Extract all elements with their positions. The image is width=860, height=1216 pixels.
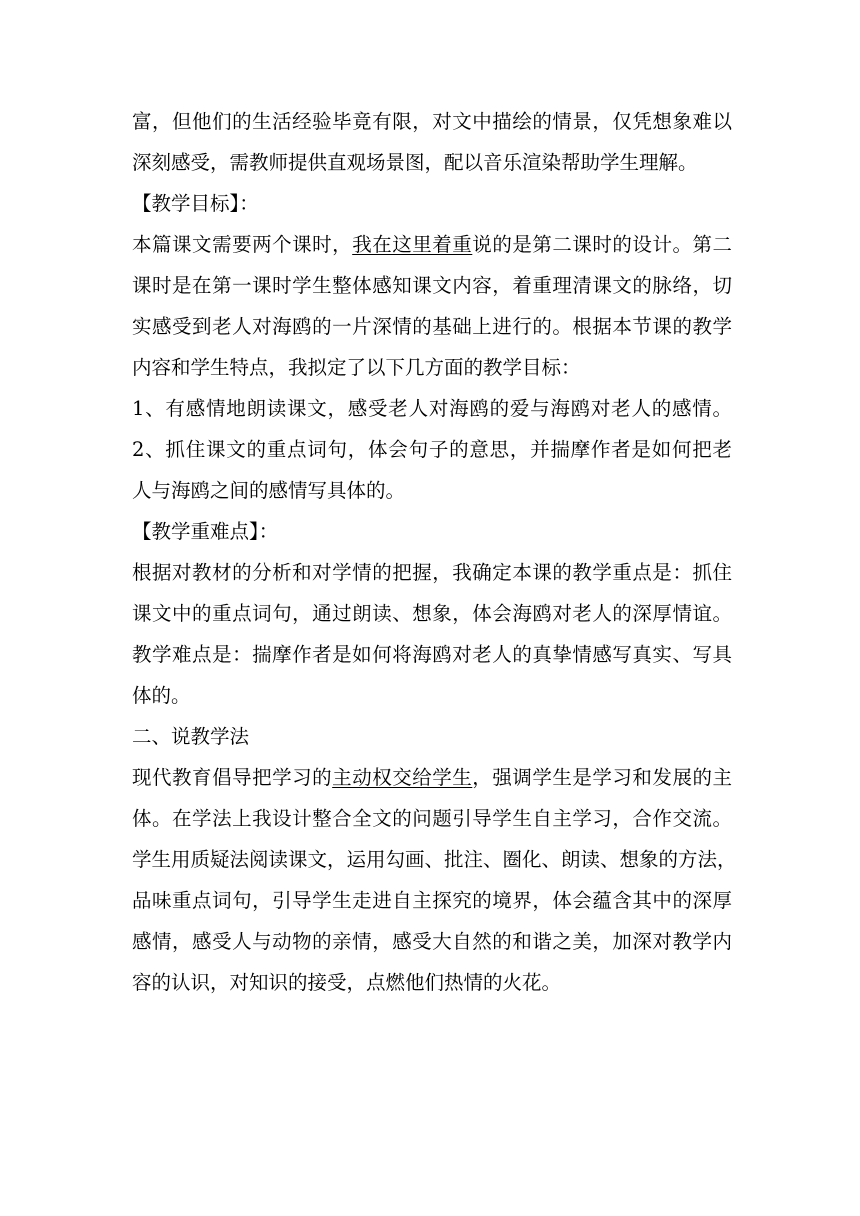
paragraph-line: 学生用质疑法阅读课文，运用勾画、批注、圈化、朗读、想象的方法， [132, 848, 737, 871]
document-page [132, 109, 737, 1011]
paragraph-line: 深刻感受，需教师提供直观场景图，配以音乐渲染帮助学生理解。 [132, 151, 698, 174]
paragraph-line: 容的认识，对知识的接受，点燃他们热情的火花。 [132, 971, 562, 994]
text-span: ，强调学生是学习和发展的主 [472, 766, 732, 789]
paragraph-line: 体。在学法上我设计整合全文的问题引导学生自主学习，合作交流。 [132, 807, 732, 830]
paragraph-line: 根据对教材的分析和对学情的把握，我确定本课的教学重点是：抓住 [132, 561, 732, 584]
text-span: 说的是第二课时的设计。第二 [472, 233, 732, 256]
goal-item-2: 2、抓住课文的重点词句，体会句子的意思，并揣摩作者是如何把老 [132, 438, 732, 461]
paragraph-line [132, 765, 732, 790]
text-span: 现代教育倡导把学习的 [132, 766, 333, 789]
paragraph-line: 课时是在第一课时学生整体感知课文内容，着重理清课文的脉络，切 [132, 274, 732, 297]
paragraph-line: 体的。 [132, 684, 191, 707]
paragraph-line: 教学难点是：揣摩作者是如何将海鸥对老人的真挚情感写真实、写具 [132, 643, 732, 666]
paragraph-line: 课文中的重点词句，通过朗读、想象，体会海鸥对老人的深厚情谊。 [132, 602, 732, 625]
underlined-text: 我在这里着重 [352, 233, 473, 256]
section-heading-key-points: 【教学重难点】： [132, 520, 279, 543]
paragraph-line: 内容和学生特点，我拟定了以下几方面的教学目标： [132, 356, 581, 379]
section-heading-teaching-methods: 二、说教学法 [132, 725, 250, 748]
paragraph-line: 富，但他们的生活经验毕竟有限，对文中描绘的情景，仅凭想象难以 [132, 110, 732, 133]
goal-item-2-continued: 人与海鸥之间的感情写具体的。 [132, 479, 406, 502]
paragraph-line [132, 232, 732, 257]
section-heading-teaching-goals: 【教学目标】： [132, 192, 259, 215]
paragraph-line: 感情，感受人与动物的亲情，感受大自然的和谐之美，加深对教学内 [132, 930, 732, 953]
goal-item-1: 1、有感情地朗读课文，感受老人对海鸥的爱与海鸥对老人的感情。 [132, 397, 732, 420]
text-span: 本篇课文需要两个课时， [132, 233, 353, 256]
paragraph-line: 品味重点词句，引导学生走进自主探究的境界，体会蕴含其中的深厚 [132, 889, 732, 912]
paragraph-line: 实感受到老人对海鸥的一片深情的基础上进行的。根据本节课的教学 [132, 315, 732, 338]
underlined-text: 主动权交给学生 [332, 766, 473, 789]
